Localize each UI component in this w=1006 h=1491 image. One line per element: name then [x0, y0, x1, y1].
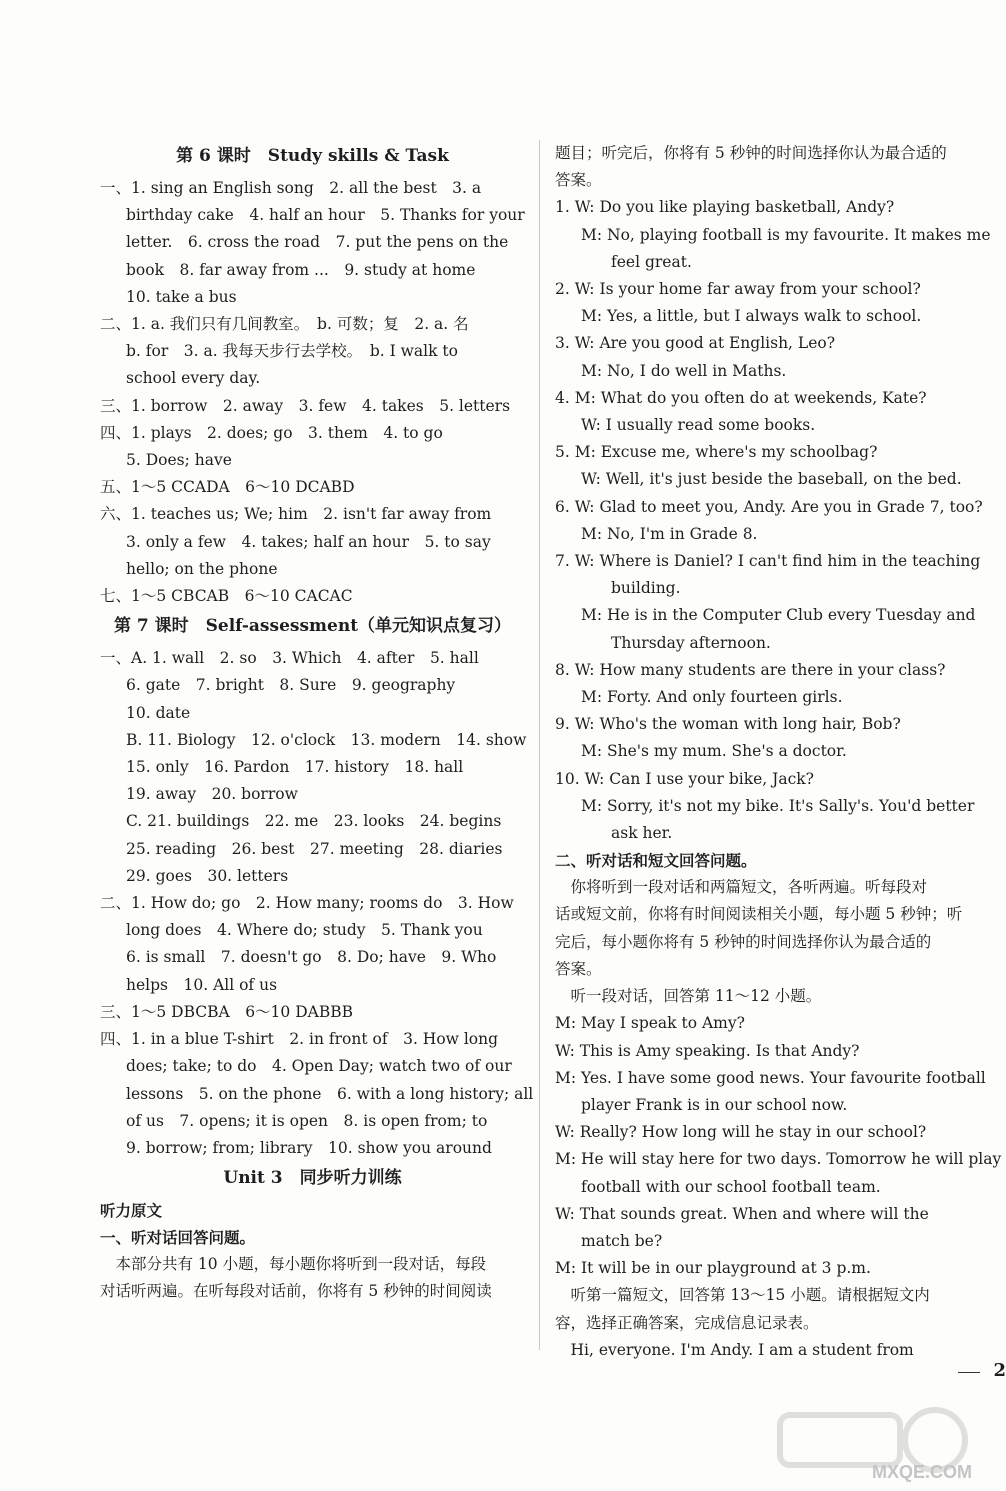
- text-line: Thursday afternoon.: [611, 633, 771, 652]
- text-line: W: This is Amy speaking. Is that Andy?: [555, 1041, 860, 1060]
- text-line: 6. W: Glad to meet you, Andy. Are you in Grade 7, too?: [555, 497, 983, 516]
- text-line: 1. W: Do you like playing basketball, Andy?: [555, 198, 895, 217]
- text-line: 五、1～5 CCADA 6～10 DCABD: [100, 478, 355, 497]
- text-line: feel great.: [611, 252, 692, 271]
- text-line: hello; on the phone: [126, 559, 278, 578]
- text-line: C. 21. buildings 22. me 23. looks 24. begins: [126, 812, 502, 831]
- text-line: 7. W: Where is Daniel? I can't find him in the teaching: [555, 552, 981, 571]
- right-column: [555, 140, 1002, 1364]
- text-line: b. for 3. a. 我每天步行去学校。 b. I walk to: [126, 342, 458, 361]
- text-line: 一、1. sing an English song 2. all the best 3. a: [100, 179, 482, 197]
- page-number: 2: [993, 1360, 1006, 1381]
- text-line: M: Yes. I have some good news. Your favourite football: [555, 1068, 986, 1087]
- text-line: M: Yes, a little, but I always walk to school.: [581, 307, 922, 326]
- text-line: 3. W: Are you good at English, Leo?: [555, 334, 836, 353]
- text-line: birthday cake 4. half an hour 5. Thanks for your: [126, 206, 525, 225]
- left-column: [100, 140, 534, 1306]
- sub-heading: 听力原文: [100, 1201, 163, 1221]
- text-line: 5. Does; have: [126, 451, 232, 470]
- text-line: 七、1～5 CBCAB 6～10 CACAC: [100, 587, 353, 606]
- text-line: 一、A. 1. wall 2. so 3. Which 4. after 5. hall: [100, 649, 479, 668]
- text-line: M: He is in the Computer Club every Tuesday and: [581, 606, 976, 625]
- text-line: 10. date: [126, 703, 191, 722]
- text-line: 5. M: Excuse me, where's my schoolbag?: [555, 443, 878, 462]
- text-line: 话或短文前，你将有时间阅读相关小题，每小题 5 秒钟；听: [555, 905, 963, 924]
- sub-heading: 二、听对话和短文回答问题。: [555, 851, 757, 871]
- text-line: B. 11. Biology 12. o'clock 13. modern 14. show: [126, 730, 527, 749]
- text-line: lessons 5. on the phone 6. with a long history; all: [126, 1084, 534, 1103]
- text-line: 四、1. in a blue T-shirt 2. in front of 3. How long: [100, 1030, 499, 1049]
- text-line: 二、1. a. 我们只有几间教室。 b. 可数；复 2. a. 名: [100, 315, 469, 334]
- text-line: M: No, I do well in Maths.: [581, 361, 787, 380]
- text-line: M: May I speak to Amy?: [555, 1014, 745, 1033]
- text-line: letter. 6. cross the road 7. put the pens on the: [126, 233, 509, 252]
- text-line: 3. only a few 4. takes; half an hour 5. to say: [126, 532, 491, 551]
- text-line: 2. W: Is your home far away from your school?: [555, 280, 921, 299]
- text-line: W: That sounds great. When and where will the: [555, 1204, 929, 1223]
- text-line: 容，选择正确答案，完成信息记录表。: [555, 1313, 819, 1332]
- text-line: 听一段对话，回答第 11～12 小题。: [555, 987, 822, 1006]
- text-line: school every day.: [126, 369, 261, 388]
- text-line: 二、1. How do; go 2. How many; rooms do 3. How: [100, 894, 514, 913]
- text-line: 本部分共有 10 小题，每小题你将听到一段对话，每段: [100, 1255, 487, 1274]
- text-line: building.: [611, 579, 681, 598]
- column-divider: [539, 140, 540, 1350]
- text-line: 9. borrow; from; library 10. show you around: [126, 1138, 492, 1157]
- text-line: M: It will be in our playground at 3 p.m.: [555, 1259, 871, 1278]
- text-line: 题目；听完后，你将有 5 秒钟的时间选择你认为最合适的: [555, 144, 947, 162]
- text-line: 10. W: Can I use your bike, Jack?: [555, 769, 814, 788]
- text-line: W: Well, it's just beside the baseball, on the bed.: [581, 470, 962, 489]
- section-heading: 第 7 课时 Self-assessment（单元知识点复习）: [113, 616, 512, 637]
- text-line: 8. W: How many students are there in your class?: [555, 660, 946, 679]
- text-line: 答案。: [555, 171, 602, 190]
- text-line: 6. gate 7. bright 8. Sure 9. geography: [126, 676, 456, 695]
- text-line: M: He will stay here for two days. Tomorrow he will play: [555, 1150, 1002, 1169]
- text-line: football with our school football team.: [581, 1177, 881, 1196]
- text-line: ask her.: [611, 824, 673, 843]
- text-line: W: Really? How long will he stay in our school?: [555, 1123, 927, 1142]
- text-line: of us 7. opens; it is open 8. is open from; to: [126, 1111, 488, 1130]
- text-line: 4. M: What do you often do at weekends, Kate?: [555, 388, 927, 407]
- text-line: match be?: [581, 1231, 663, 1250]
- text-line: W: I usually read some books.: [581, 416, 816, 435]
- text-line: 四、1. plays 2. does; go 3. them 4. to go: [100, 423, 443, 442]
- text-line: 完后，每小题你将有 5 秒钟的时间选择你认为最合适的: [555, 932, 932, 951]
- text-line: M: No, playing football is my favourite. It makes me: [581, 225, 991, 244]
- page-number-dash: [958, 1372, 980, 1373]
- watermark-text: MXQE.COM: [871, 1462, 972, 1482]
- text-line: 6. is small 7. doesn't go 8. Do; have 9. Who: [126, 948, 497, 967]
- text-line: 你将听到一段对话和两篇短文，各听两遍。听每段对: [555, 878, 928, 897]
- text-line: helps 10. All of us: [126, 975, 278, 994]
- text-line: 9. W: Who's the woman with long hair, Bob?: [555, 715, 901, 734]
- text-line: 15. only 16. Pardon 17. history 18. hall: [126, 758, 464, 777]
- text-line: 对话听两遍。在听每段对话前，你将有 5 秒钟的时间阅读: [100, 1282, 492, 1301]
- text-line: 19. away 20. borrow: [126, 785, 298, 804]
- section-heading: Unit 3 同步听力训练: [223, 1168, 402, 1189]
- sub-heading: 一、听对话回答问题。: [100, 1228, 256, 1248]
- text-line: M: No, I'm in Grade 8.: [581, 524, 758, 543]
- text-line: M: She's my mum. She's a doctor.: [581, 742, 847, 761]
- text-line: Hi, everyone. I'm Andy. I am a student from: [555, 1340, 914, 1359]
- text-line: 答案。: [555, 959, 602, 978]
- text-line: 听第一篇短文，回答第 13～15 小题。请根据短文内: [555, 1286, 930, 1305]
- text-line: 三、1～5 DBCBA 6～10 DABBB: [100, 1002, 354, 1021]
- section-heading: 第 6 课时 Study skills & Task: [176, 146, 449, 166]
- text-line: M: Forty. And only fourteen girls.: [581, 688, 843, 707]
- text-line: 六、1. teaches us; We; him 2. isn't far away from: [100, 505, 492, 524]
- text-line: 25. reading 26. best 27. meeting 28. diaries: [126, 839, 503, 858]
- text-line: does; take; to do 4. Open Day; watch two of our: [126, 1057, 512, 1076]
- text-line: 10. take a bus: [126, 287, 237, 306]
- text-line: 三、1. borrow 2. away 3. few 4. takes 5. letters: [100, 396, 511, 415]
- text-line: long does 4. Where do; study 5. Thank you: [126, 921, 483, 940]
- text-line: player Frank is in our school now.: [581, 1095, 848, 1114]
- text-line: 29. goes 30. letters: [126, 866, 289, 885]
- text-line: M: Sorry, it's not my bike. It's Sally's. You'd better: [581, 796, 975, 815]
- text-line: book 8. far away from ... 9. study at home: [126, 260, 476, 279]
